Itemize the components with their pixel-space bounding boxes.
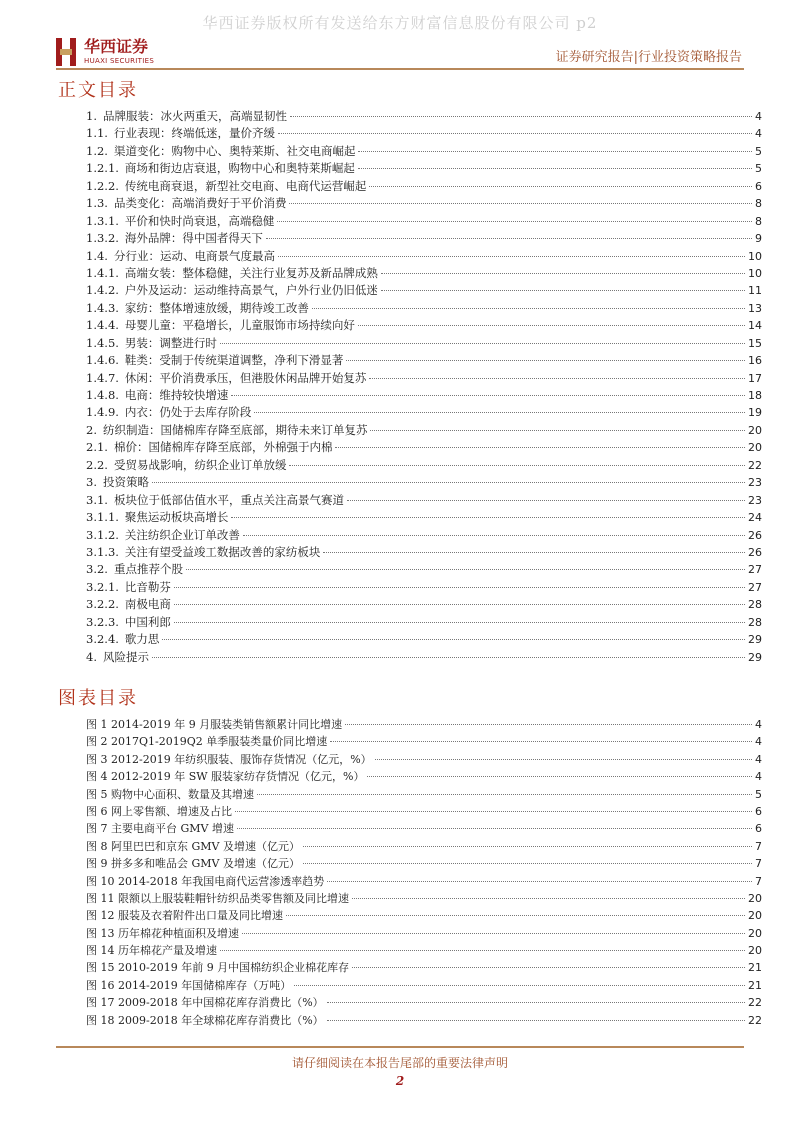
toc-entry-page: 26 bbox=[748, 528, 762, 542]
figure-entry-page: 5 bbox=[755, 787, 762, 801]
figure-entry[interactable] bbox=[86, 786, 762, 803]
toc-entry-number: 3.1. bbox=[86, 492, 108, 507]
figure-entry-title: 图 6 网上零售额、增速及占比 bbox=[86, 804, 232, 818]
toc-entry-title: 鞋类：受制于传统渠道调整，净利下滑显著 bbox=[124, 353, 344, 368]
toc-entry-page: 28 bbox=[748, 615, 762, 629]
report-type-label: 证券研究报告|行业投资策略报告 bbox=[555, 50, 742, 65]
toc-entry-page: 24 bbox=[748, 511, 762, 525]
toc-entry-title: 受贸易战影响，纺织企业订单放缓 bbox=[113, 457, 287, 472]
leader-dots bbox=[220, 343, 745, 344]
figure-entry-page: 21 bbox=[748, 978, 762, 992]
toc-entry-number: 1.4.2. bbox=[86, 283, 119, 298]
figure-entry[interactable] bbox=[86, 733, 762, 750]
leader-dots bbox=[294, 985, 745, 986]
toc-entry[interactable] bbox=[86, 108, 762, 125]
toc-entry-title: 重点推荐个股 bbox=[113, 562, 183, 577]
toc-entry[interactable] bbox=[86, 649, 762, 666]
toc-entry-title: 传统电商衰退，新型社交电商、电商代运营崛起 bbox=[124, 178, 367, 193]
leader-dots bbox=[367, 776, 752, 777]
figure-entry[interactable] bbox=[86, 890, 762, 907]
toc-entry[interactable] bbox=[86, 352, 762, 369]
toc-entry-title: 行业表现：终端低迷，量价齐缓 bbox=[113, 126, 275, 141]
leader-dots bbox=[174, 604, 745, 605]
toc-entry[interactable] bbox=[86, 178, 762, 195]
toc-entry[interactable] bbox=[86, 404, 762, 421]
toc-entry-title: 平价和快时尚衰退，高端稳健 bbox=[124, 213, 275, 228]
toc-entry-title: 海外品牌：得中国者得天下 bbox=[124, 231, 263, 246]
figure-entry-page: 22 bbox=[748, 1013, 762, 1027]
leader-dots bbox=[242, 933, 745, 934]
leader-dots bbox=[335, 447, 745, 448]
leader-dots bbox=[327, 881, 752, 882]
figure-entry[interactable] bbox=[86, 907, 762, 924]
toc-entry-number: 1.4.3. bbox=[86, 300, 119, 315]
figure-entry-title: 图 5 购物中心面积、数量及其增速 bbox=[86, 787, 254, 801]
leader-dots bbox=[370, 430, 745, 431]
figure-entry-title: 图 16 2014-2019 年国储棉库存（万吨） bbox=[86, 978, 292, 992]
toc-entry-page: 27 bbox=[748, 580, 762, 594]
figure-entry-page: 20 bbox=[748, 891, 762, 905]
header-divider bbox=[56, 68, 744, 70]
leader-dots bbox=[358, 325, 745, 326]
figure-entry-title: 图 13 历年棉花种植面积及增速 bbox=[86, 926, 239, 940]
toc-entry-page: 6 bbox=[755, 179, 762, 193]
watermark: 华西证券版权所有发送给东方财富信息股份有限公司 p2 bbox=[202, 14, 598, 32]
toc-entry-page: 15 bbox=[748, 336, 762, 350]
toc-entry-page: 23 bbox=[748, 493, 762, 507]
toc-entry[interactable] bbox=[86, 596, 762, 613]
toc-entry[interactable] bbox=[86, 160, 762, 177]
toc-entry[interactable] bbox=[86, 335, 762, 352]
leader-dots bbox=[330, 741, 752, 742]
toc-entry-number: 1.4.9. bbox=[86, 405, 119, 420]
toc-entry[interactable] bbox=[86, 125, 762, 142]
leader-dots bbox=[174, 587, 745, 588]
toc-entry-page: 27 bbox=[748, 563, 762, 577]
figure-entry-page: 20 bbox=[748, 909, 762, 923]
toc-entry-page: 29 bbox=[748, 633, 762, 647]
leader-dots bbox=[347, 500, 745, 501]
figure-entry-title: 图 15 2010-2019 年前 9 月中国棉纺织企业棉花库存 bbox=[86, 961, 350, 975]
toc-entry[interactable] bbox=[86, 492, 762, 509]
leader-dots bbox=[312, 308, 745, 309]
toc-entry-page: 5 bbox=[755, 144, 762, 158]
toc-entry-number: 3.2.4. bbox=[86, 632, 119, 647]
toc-entry-title: 比音勒芬 bbox=[124, 579, 171, 594]
toc-entry[interactable] bbox=[86, 370, 762, 387]
toc-entry-number: 1.4.4. bbox=[86, 318, 119, 333]
leader-dots bbox=[346, 360, 745, 361]
toc-entry-number: 2.1. bbox=[86, 440, 108, 455]
toc-entry-number: 3.2.3. bbox=[86, 614, 119, 629]
toc-entry-page: 5 bbox=[755, 162, 762, 176]
figure-entry-page: 4 bbox=[755, 718, 762, 731]
figure-entry-page: 7 bbox=[755, 839, 762, 853]
toc-entry-title: 母婴儿童：平稳增长，儿童服饰市场持续向好 bbox=[124, 318, 355, 333]
leader-dots bbox=[162, 639, 745, 640]
toc-list bbox=[86, 108, 762, 666]
toc-entry-page: 4 bbox=[755, 127, 762, 141]
figure-entry[interactable] bbox=[86, 855, 762, 872]
toc-entry-number: 1.4. bbox=[86, 248, 108, 263]
toc-entry-number: 3. bbox=[86, 475, 97, 490]
toc-entry-title: 南极电商 bbox=[124, 597, 171, 612]
leader-dots bbox=[381, 273, 745, 274]
toc-entry-page: 10 bbox=[748, 249, 762, 263]
figure-entry-title: 图 11 限额以上服装鞋帽针纺织品类零售额及同比增速 bbox=[86, 891, 349, 905]
leader-dots bbox=[303, 863, 752, 864]
figure-entry[interactable] bbox=[86, 994, 762, 1011]
leader-dots bbox=[278, 133, 752, 134]
leader-dots bbox=[369, 378, 745, 379]
toc-entry-title: 高端女装：整体稳健，关注行业复苏及新品牌成熟 bbox=[124, 265, 378, 280]
toc-entry-page: 29 bbox=[748, 650, 762, 664]
toc-entry-page: 26 bbox=[748, 545, 762, 559]
toc-entry-title: 聚焦运动板块高增长 bbox=[124, 510, 229, 525]
toc-entry-number: 1.4.1. bbox=[86, 265, 119, 280]
leader-dots bbox=[381, 290, 745, 291]
footer-divider bbox=[56, 1046, 744, 1048]
figure-entry-page: 7 bbox=[755, 874, 762, 888]
toc-entry-number: 1.4.7. bbox=[86, 370, 119, 385]
toc-entry[interactable] bbox=[86, 387, 762, 404]
leader-dots bbox=[257, 794, 752, 795]
toc-entry-page: 22 bbox=[748, 458, 762, 472]
toc-entry-page: 18 bbox=[748, 389, 762, 402]
figure-entry[interactable] bbox=[86, 803, 762, 820]
figure-entry-page: 7 bbox=[755, 857, 762, 871]
figure-entry-page: 21 bbox=[748, 961, 762, 975]
toc-entry-number: 1.4.8. bbox=[86, 388, 119, 402]
toc-entry-title: 关注纺织企业订单改善 bbox=[124, 527, 240, 542]
toc-entry[interactable] bbox=[86, 544, 762, 561]
figure-entry[interactable] bbox=[86, 925, 762, 942]
figure-entry-title: 图 18 2009-2018 年全球棉花库存消费比（%） bbox=[86, 1013, 324, 1027]
leader-dots bbox=[152, 657, 745, 658]
logo-chinese-name: 华西证券 bbox=[84, 37, 149, 56]
toc-entry-title: 渠道变化：购物中心、奥特莱斯、社交电商崛起 bbox=[113, 143, 356, 158]
toc-entry-title: 品牌服装：冰火两重天，高端显韧性 bbox=[102, 109, 287, 123]
leader-dots bbox=[323, 552, 745, 553]
leader-dots bbox=[266, 238, 752, 239]
leader-dots bbox=[289, 203, 752, 204]
figure-entry-page: 20 bbox=[748, 926, 762, 940]
leader-dots bbox=[352, 898, 745, 899]
leader-dots bbox=[290, 116, 752, 117]
figure-entry-page: 22 bbox=[748, 996, 762, 1010]
toc-entry-number: 3.1.3. bbox=[86, 544, 119, 559]
toc-entry-title: 投资策略 bbox=[102, 475, 149, 490]
figure-entry-page: 4 bbox=[755, 752, 762, 766]
toc-entry-page: 19 bbox=[748, 406, 762, 420]
toc-entry-number: 1.4.6. bbox=[86, 353, 119, 368]
toc-entry[interactable] bbox=[86, 561, 762, 578]
figure-entry-title: 图 14 历年棉花产量及增速 bbox=[86, 944, 217, 958]
figure-entry-title: 图 1 2014-2019 年 9 月服装类销售额累计同比增速 bbox=[86, 718, 343, 731]
toc-entry-title: 板块位于低部估值水平，重点关注高景气赛道 bbox=[113, 492, 344, 507]
toc-entry[interactable] bbox=[86, 213, 762, 230]
toc-entry-number: 1.3. bbox=[86, 196, 108, 211]
toc-entry[interactable] bbox=[86, 579, 762, 596]
toc-entry-number: 1.2.2. bbox=[86, 178, 119, 193]
toc-entry[interactable] bbox=[86, 631, 762, 648]
toc-entry-number: 1. bbox=[86, 109, 97, 123]
toc-entry-page: 9 bbox=[755, 232, 762, 246]
toc-entry-title: 家纺：整体增速放缓，期待竣工改善 bbox=[124, 300, 309, 315]
toc-entry-page: 16 bbox=[748, 354, 762, 368]
toc-entry-title: 歌力思 bbox=[124, 632, 160, 647]
leader-dots bbox=[174, 622, 745, 623]
company-logo bbox=[56, 38, 154, 66]
figure-entry[interactable] bbox=[86, 838, 762, 855]
toc-entry-number: 1.3.1. bbox=[86, 213, 119, 228]
toc-entry[interactable] bbox=[86, 439, 762, 456]
toc-entry-title: 分行业：运动、电商景气度最高 bbox=[113, 248, 275, 263]
figure-entry[interactable] bbox=[86, 1012, 762, 1029]
toc-entry-number: 1.3.2. bbox=[86, 231, 119, 246]
leader-dots bbox=[327, 1020, 745, 1021]
page-number: 2 bbox=[395, 1074, 405, 1088]
leader-dots bbox=[231, 395, 745, 396]
toc-entry-number: 2.2. bbox=[86, 457, 108, 472]
leader-dots bbox=[289, 465, 745, 466]
figure-entry-page: 6 bbox=[755, 822, 762, 836]
leader-dots bbox=[237, 828, 752, 829]
toc-entry[interactable] bbox=[86, 195, 762, 212]
figure-entry-page: 4 bbox=[755, 770, 762, 784]
figure-entry-title: 图 10 2014-2018 年我国电商代运营渗透率趋势 bbox=[86, 874, 325, 888]
figure-entry[interactable] bbox=[86, 959, 762, 976]
figure-list bbox=[86, 716, 762, 1029]
toc-entry-page: 14 bbox=[748, 319, 762, 333]
toc-entry-title: 棉价：国储棉库存降至底部，外棉强于内棉 bbox=[113, 440, 333, 455]
leader-dots bbox=[254, 412, 745, 413]
figure-entry[interactable] bbox=[86, 768, 762, 785]
toc-entry-title: 商场和街边店衰退，购物中心和奥特莱斯崛起 bbox=[124, 161, 355, 176]
toc-entry-page: 20 bbox=[748, 441, 762, 455]
toc-entry[interactable] bbox=[86, 422, 762, 439]
toc-entry-title: 内衣：仍处于去库存阶段 bbox=[124, 405, 252, 420]
leader-dots bbox=[327, 1002, 745, 1003]
figure-entry-title: 图 4 2012-2019 年 SW 服装家纺存货情况（亿元，%） bbox=[86, 770, 365, 784]
leader-dots bbox=[345, 724, 752, 725]
toc-entry-number: 1.1. bbox=[86, 126, 108, 141]
toc-entry-page: 28 bbox=[748, 598, 762, 612]
figure-entry-page: 6 bbox=[755, 804, 762, 818]
toc-entry-number: 2. bbox=[86, 422, 97, 437]
toc-entry[interactable] bbox=[86, 527, 762, 544]
leader-dots bbox=[231, 517, 745, 518]
toc-entry-title: 风险提示 bbox=[102, 649, 149, 664]
leader-dots bbox=[277, 221, 752, 222]
figure-entry-page: 20 bbox=[748, 944, 762, 958]
toc-entry[interactable] bbox=[86, 248, 762, 265]
figure-list-title: 图表目录 bbox=[58, 688, 138, 709]
toc-entry[interactable] bbox=[86, 282, 762, 299]
toc-entry-title: 纺织制造：国储棉库存降至底部，期待未来订单复苏 bbox=[102, 422, 368, 437]
figure-entry-title: 图 8 阿里巴巴和京东 GMV 及增速（亿元） bbox=[86, 839, 300, 853]
toc-entry-page: 10 bbox=[748, 266, 762, 280]
toc-entry-page: 8 bbox=[755, 214, 762, 228]
toc-entry-page: 8 bbox=[755, 197, 762, 211]
toc-entry-number: 3.1.2. bbox=[86, 527, 119, 542]
toc-title: 正文目录 bbox=[58, 80, 138, 101]
huaxi-logo-icon bbox=[56, 38, 78, 66]
toc-entry-page: 17 bbox=[748, 371, 762, 385]
toc-entry-number: 3.2.1. bbox=[86, 579, 119, 594]
toc-entry[interactable] bbox=[86, 614, 762, 631]
toc-entry[interactable] bbox=[86, 317, 762, 334]
toc-entry[interactable] bbox=[86, 265, 762, 282]
toc-entry-title: 中国利郎 bbox=[124, 614, 171, 629]
leader-dots bbox=[278, 256, 745, 257]
toc-entry[interactable] bbox=[86, 457, 762, 474]
toc-entry-page: 11 bbox=[748, 284, 762, 298]
toc-entry-title: 品类变化：高端消费好于平价消费 bbox=[113, 196, 287, 211]
toc-entry[interactable] bbox=[86, 300, 762, 317]
toc-entry-page: 13 bbox=[748, 301, 762, 315]
figure-entry-page: 4 bbox=[755, 735, 762, 749]
toc-entry[interactable] bbox=[86, 230, 762, 247]
toc-entry-number: 1.4.5. bbox=[86, 335, 119, 350]
figure-entry[interactable] bbox=[86, 977, 762, 994]
figure-entry[interactable] bbox=[86, 751, 762, 768]
leader-dots bbox=[375, 759, 752, 760]
figure-entry-title: 图 17 2009-2018 年中国棉花库存消费比（%） bbox=[86, 996, 324, 1010]
figure-entry-title: 图 7 主要电商平台 GMV 增速 bbox=[86, 822, 234, 836]
toc-entry[interactable] bbox=[86, 474, 762, 491]
toc-entry-number: 3.1.1. bbox=[86, 510, 119, 525]
toc-entry[interactable] bbox=[86, 143, 762, 160]
leader-dots bbox=[303, 846, 752, 847]
leader-dots bbox=[220, 950, 745, 951]
leader-dots bbox=[352, 967, 745, 968]
figure-entry[interactable] bbox=[86, 942, 762, 959]
toc-entry-number: 3.2. bbox=[86, 562, 108, 577]
leader-dots bbox=[243, 535, 745, 536]
leader-dots bbox=[286, 915, 745, 916]
leader-dots bbox=[186, 569, 745, 570]
figure-entry-title: 图 2 2017Q1-2019Q2 单季服装类量价同比增速 bbox=[86, 735, 328, 749]
toc-entry-number: 1.2. bbox=[86, 143, 108, 158]
toc-entry-title: 关注有望受益竣工数据改善的家纺板块 bbox=[124, 544, 321, 559]
leader-dots bbox=[152, 482, 745, 483]
toc-entry-number: 1.2.1. bbox=[86, 161, 119, 176]
figure-entry[interactable] bbox=[86, 873, 762, 890]
toc-entry-number: 3.2.2. bbox=[86, 597, 119, 612]
toc-entry-title: 电商：维持较快增速 bbox=[124, 388, 229, 402]
leader-dots bbox=[235, 811, 752, 812]
legal-notice: 请仔细阅读在本报告尾部的重要法律声明 bbox=[291, 1056, 508, 1070]
toc-entry-title: 男装：调整进行时 bbox=[124, 335, 217, 350]
leader-dots bbox=[369, 186, 752, 187]
toc-entry-number: 4. bbox=[86, 649, 97, 664]
toc-entry-page: 20 bbox=[748, 423, 762, 437]
figure-entry[interactable] bbox=[86, 820, 762, 837]
toc-entry-page: 23 bbox=[748, 476, 762, 490]
figure-entry-title: 图 12 服装及衣着附件出口量及同比增速 bbox=[86, 909, 283, 923]
toc-entry-title: 户外及运动：运动维持高景气，户外行业仍旧低迷 bbox=[124, 283, 378, 298]
logo-english-name: HUAXI SECURITIES bbox=[84, 57, 155, 65]
figure-entry-title: 图 3 2012-2019 年纺织服装、服饰存货情况（亿元，%） bbox=[86, 752, 372, 766]
toc-entry[interactable] bbox=[86, 509, 762, 526]
figure-entry-title: 图 9 拼多多和唯品会 GMV 及增速（亿元） bbox=[86, 857, 300, 871]
leader-dots bbox=[358, 168, 752, 169]
toc-entry-title: 休闲：平价消费承压，但港股休闲品牌开始复苏 bbox=[124, 370, 367, 385]
figure-entry[interactable] bbox=[86, 716, 762, 733]
toc-entry-page: 4 bbox=[755, 110, 762, 123]
leader-dots bbox=[358, 151, 752, 152]
